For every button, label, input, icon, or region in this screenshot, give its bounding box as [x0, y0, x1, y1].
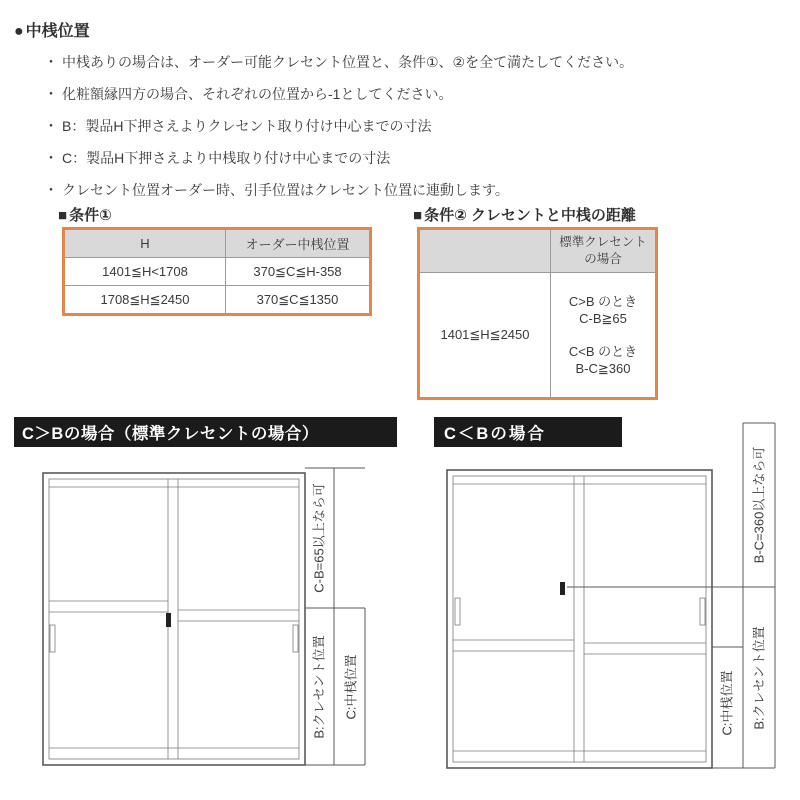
- condition-line: C>B のとき: [568, 294, 638, 309]
- table-row: [419, 273, 657, 399]
- square-bullet-icon: ■: [58, 207, 68, 224]
- table-header-row: [419, 229, 657, 273]
- crescent-lock-mark: [166, 613, 171, 627]
- window-inner-frame: [49, 479, 299, 759]
- note-text: C：製品H下押さえより中桟取り付け中心までの寸法: [62, 150, 391, 166]
- table-cell: [551, 273, 657, 399]
- pull-handle: [50, 625, 55, 652]
- note-text: 化粧額縁四方の場合、それぞれの位置から-1としてください。: [62, 86, 453, 102]
- table-header-row: [64, 229, 371, 258]
- note-item: [44, 78, 784, 110]
- condition1-heading: [58, 204, 112, 225]
- note-text: 中桟ありの場合は、オーダー可能クレセント位置と、条件①、②を全て満たしてください。: [62, 54, 634, 70]
- table-row: [64, 258, 371, 286]
- crescent-lock-mark: [560, 582, 565, 595]
- note-item: [44, 142, 784, 174]
- note-item: [44, 46, 784, 78]
- table-row: [64, 286, 371, 315]
- column-header: H: [64, 229, 226, 258]
- dim-label-b: B:クレセント位置: [311, 635, 327, 739]
- dot-bullet-icon: ・: [44, 150, 58, 166]
- condition2-heading: [413, 204, 636, 225]
- table-cell: 370≦C≦1350: [226, 286, 371, 315]
- dim-label-c: C:中桟位置: [343, 654, 359, 720]
- condition2-table: [417, 227, 658, 400]
- note-item: [44, 110, 784, 142]
- pull-handle: [455, 598, 460, 625]
- table-cell: 1401≦H≦2450: [419, 273, 551, 399]
- dot-bullet-icon: ・: [44, 182, 58, 198]
- diagram-left-title-bar: [14, 417, 397, 447]
- header-line: の場合: [584, 252, 622, 266]
- dim-label-c: C:中桟位置: [719, 670, 735, 736]
- header-line: 標準クレセント: [559, 235, 647, 249]
- window-outer-frame: [43, 473, 305, 765]
- condition-line: B-C≧360: [575, 361, 631, 376]
- diagram-left-title: C＞Bの場合（標準クレセントの場合）: [22, 425, 319, 443]
- dot-bullet-icon: ・: [44, 118, 58, 134]
- pull-handle: [293, 625, 298, 652]
- diagram-right-title: C＜Bの場合: [444, 425, 546, 443]
- condition2-heading-text: 条件② クレセントと中桟の距離: [424, 207, 636, 224]
- table-cell: 1401≦H<1708: [64, 258, 226, 286]
- window-outer-frame: [447, 470, 712, 768]
- column-header: オーダー中桟位置: [226, 229, 371, 258]
- column-header: [551, 229, 657, 273]
- pull-handle: [700, 598, 705, 625]
- dim-label-b: B:クレセント位置: [751, 626, 767, 730]
- square-bullet-icon: ■: [413, 207, 423, 224]
- condition-line: C<B のとき: [568, 344, 638, 359]
- note-text: クレセント位置オーダー時、引手位置はクレセント位置に連動します。: [62, 182, 509, 198]
- dim-label-cb: C-B=65以上なら可: [311, 483, 327, 593]
- notes-list: [44, 46, 784, 206]
- dim-label-bc: B-C=360以上なら可: [751, 446, 767, 564]
- circle-bullet-icon: ●: [14, 23, 24, 40]
- dot-bullet-icon: ・: [44, 54, 58, 70]
- table-cell: 1708≦H≦2450: [64, 286, 226, 315]
- condition1-heading-text: 条件①: [69, 207, 112, 224]
- table-cell-empty: [419, 229, 551, 273]
- page-title: [14, 18, 90, 41]
- note-item: [44, 174, 784, 206]
- page-title-text: 中桟位置: [25, 23, 90, 40]
- condition1-table: [62, 227, 372, 316]
- spacer: [552, 327, 654, 343]
- dot-bullet-icon: ・: [44, 86, 58, 102]
- table-cell: 370≦C≦H-358: [226, 258, 371, 286]
- diagram-right-drawing: [430, 410, 800, 785]
- diagram-left-drawing: [10, 455, 390, 795]
- condition-line: C-B≧65: [579, 311, 627, 326]
- note-text: B：製品H下押さえよりクレセント取り付け中心までの寸法: [62, 118, 432, 134]
- window-inner-frame: [453, 476, 706, 762]
